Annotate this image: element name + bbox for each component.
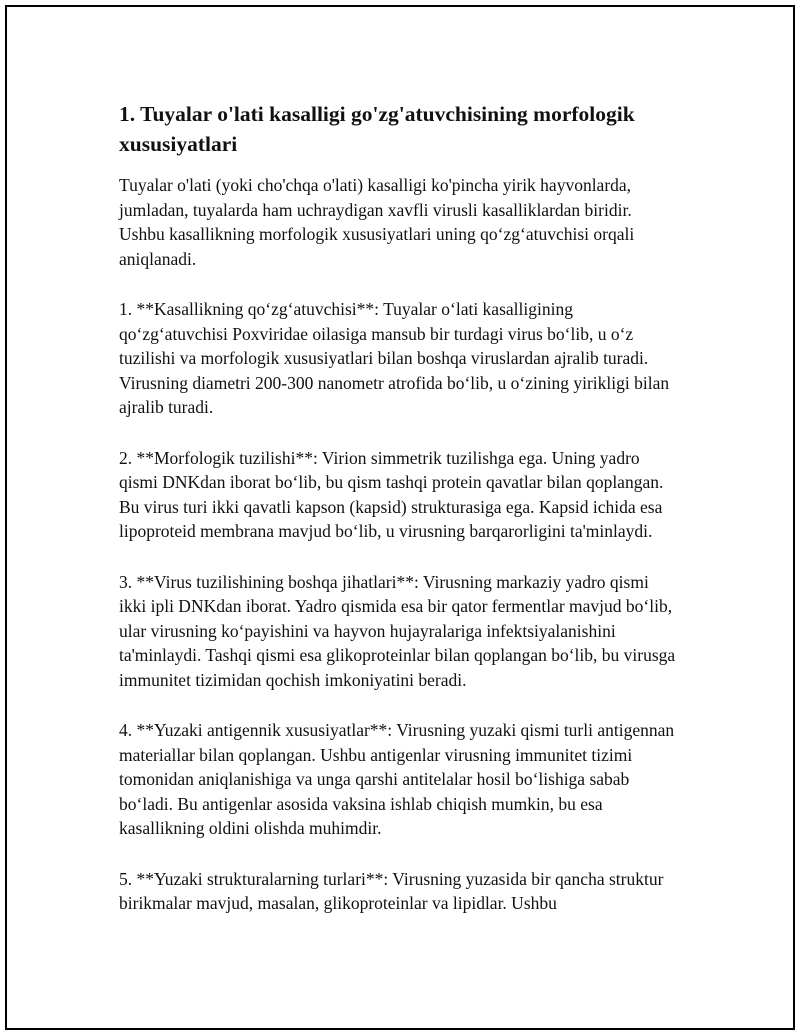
document-heading: 1. Tuyalar o'lati kasalligi go'zg'atuvchisining morfologik xususiyatlari [119,102,635,156]
paragraph-causative-agent: 1. **Kasallikning qo‘zg‘atuvchisi**: Tuyalar o‘lati kasalligining qo‘zg‘atuvchisi Poxviridae oilasiga mansub bir turdagi virus bo‘lib, u o‘z tuzilishi va morfologik xususiyatlari bilan boshqa viruslardan ajralib turadi. Virusning diametri 200-300 nanometr atrofida bo‘lib, u o‘zining yirikligi bilan ajralib turadi. [119,299,670,417]
document-page [5,5,795,1030]
intro-paragraph: Tuyalar o'lati (yoki cho'chqa o'lati) kasalligi ko'pincha yirik hayvonlarda, jumladan, tuyalarda ham uchraydigan xavfli virusli kasalliklardan biridir. Ushbu kasallikning morfologik xususiyatlari uning qo‘zg‘atuvchisi orqali aniqlanadi. [119,175,635,269]
paragraph-surface-structures: 5. **Yuzaki strukturalarning turlari**: Virusning yuzasida bir qancha struktur birikmalar mavjud, masalan, glikoproteinlar va lipidlar. Ushbu [119,868,664,913]
paragraph-other-aspects: 3. **Virus tuzilishining boshqa jihatlari**: Virusning markaziy yadro qismi ikki ipli DNKdan iborat. Yadro qismida esa bir qator fermentlar mavjud bo‘lib, ular virusning ko‘payishini va hayvon hujayralariga infektsiyalanishini ta'minlaydi. Tashqi qismi esa glikoproteinlar bilan qoplangan bo‘lib, bu virusga immunitet tizimidan qochish imkoniyatini beradi. [119,571,676,690]
paragraph-surface-antigens: 4. **Yuzaki antigennik xususiyatlar**: Virusning yuzaki qismi turli antigennan materiallar bilan qoplangan. Ushbu antigenlar virusning immunitet tizimi tomonidan aniqlanishiga va unga qarshi antitelalar hosil bo‘lishiga sabab bo‘ladi. Bu antigenlar asosida vaksina ishlab chiqish mumkin, bu esa kasallikning oldini olishda muhimdir. [119,720,675,838]
paragraph-morphological-structure: 2. **Morfologik tuzilishi**: Virion simmetrik tuzilishga ega. Uning yadro qismi DNKdan iborat bo‘lib, bu qism tashqi protein qavatlar bilan qoplangan. Bu virus turi ikki qavatli kapson (kapsid) strukturasiga ega. Kapsid ichida esa lipoproteid membrana mavjud bo‘lib, u virusning barqarorligini ta'minlaydi. [119,447,664,541]
document-body [119,99,679,942]
